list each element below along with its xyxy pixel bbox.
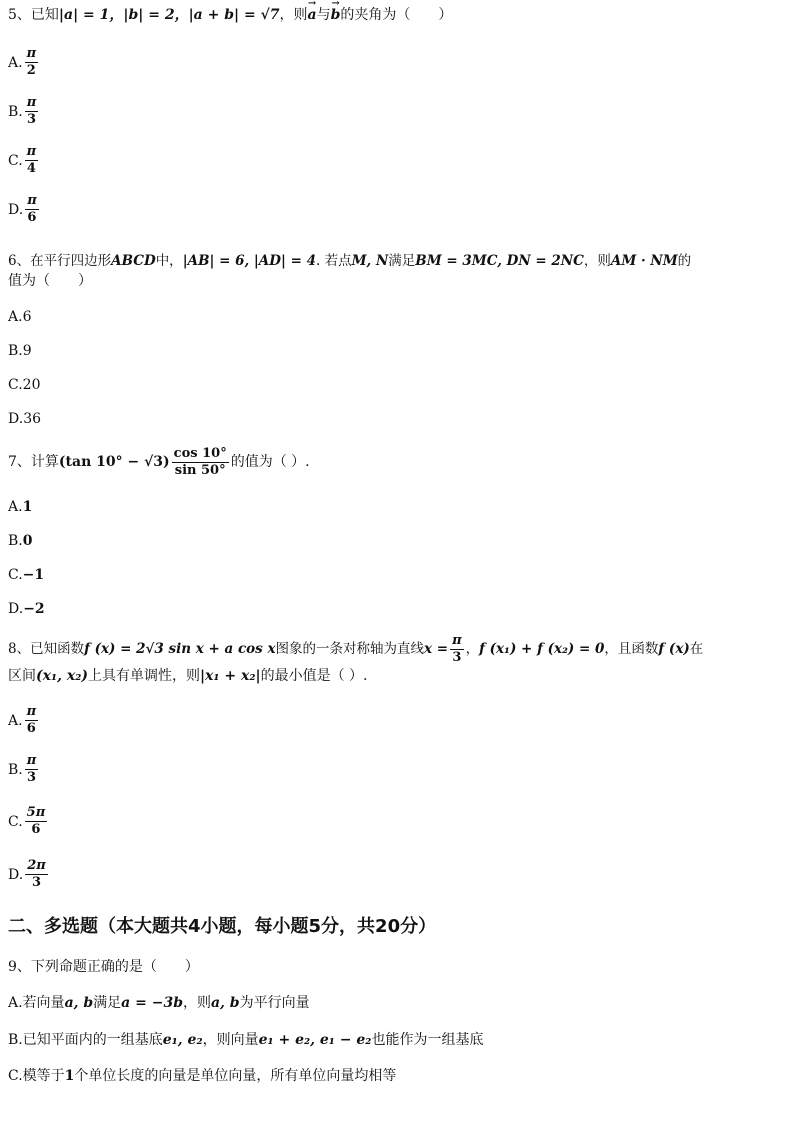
q6-stem-line2: 值为（ ） — [8, 273, 92, 289]
q8-option-d[interactable] — [8, 858, 50, 891]
fraction — [25, 858, 48, 891]
q9-b-text-b: ，则向量 — [202, 1032, 259, 1048]
q5-stem — [8, 6, 452, 24]
q8-math-function: f (x) = 2√3 sin x + a cos x — [84, 641, 276, 657]
denominator: 6 — [31, 822, 41, 837]
numerator: 5π — [26, 805, 46, 820]
option-label: B. — [8, 343, 23, 359]
option-label: C. — [8, 377, 23, 393]
section-title-multiple-choice: 二、多选题（本大题共4小题，每小题5分，共20分） — [8, 916, 437, 937]
q5-option-b[interactable] — [8, 95, 40, 128]
option-value: 6 — [22, 309, 32, 325]
q5-stem-text-d: 的夹角为（ ） — [340, 7, 453, 23]
q8-option-a[interactable] — [8, 704, 40, 737]
fraction — [25, 805, 48, 838]
option-label: C. — [8, 813, 23, 830]
option-value: 1 — [22, 499, 33, 515]
q6-text-a: 6、在平行四边形 — [8, 253, 112, 269]
numerator: π — [452, 633, 462, 648]
denominator: 6 — [26, 721, 36, 736]
fraction — [450, 633, 464, 666]
denominator: 3 — [26, 112, 37, 127]
q6-stem-line1 — [8, 252, 691, 270]
option-label: C. — [8, 567, 23, 583]
q5-stem-text-b: ，则 — [279, 7, 308, 23]
q6-math-magnitudes: |AB| = 6, |AD| = 4 — [182, 253, 317, 269]
denominator: 6 — [27, 210, 37, 225]
q9-b-math-combination: e₁ + e₂, e₁ − e₂ — [258, 1032, 372, 1048]
q8-math-abs-sum: |x₁ + x₂| — [199, 668, 261, 684]
option-label: A. — [8, 499, 23, 515]
option-label: D. — [8, 201, 24, 218]
fraction — [25, 46, 39, 79]
q5-stem-text-a: 5、已知 — [8, 7, 59, 23]
fraction — [25, 753, 39, 786]
q5-stem-text-c: 与 — [316, 7, 331, 23]
numerator: cos 10° — [173, 445, 227, 461]
q9-a-math-relation: a = −3b — [121, 995, 183, 1011]
denominator: sin 50° — [174, 462, 226, 478]
q5-option-c[interactable] — [8, 144, 40, 177]
q9-a-text-d: 为平行向量 — [239, 995, 310, 1011]
q7-option-b[interactable] — [8, 532, 33, 550]
q9-a-text-c: ，则 — [182, 995, 211, 1011]
q8-option-c[interactable] — [8, 805, 49, 838]
numerator: 2π — [27, 858, 46, 873]
numerator: π — [26, 46, 37, 61]
q7-math-expr: (tan 10° − √3) — [58, 454, 170, 470]
q6-text-e: ，则 — [583, 253, 611, 269]
q8-option-b[interactable] — [8, 753, 40, 786]
q7-option-a[interactable] — [8, 498, 32, 516]
q9-a-math-vectors: a, b — [64, 995, 94, 1011]
denominator: 3 — [26, 770, 37, 785]
numerator: π — [26, 704, 37, 719]
numerator: π — [27, 193, 37, 208]
option-label: A. — [8, 54, 23, 71]
option-value: 20 — [22, 377, 41, 393]
q6-text-f: 的 — [677, 253, 692, 269]
q9-b-math-basis: e₁, e₂ — [162, 1032, 203, 1048]
q6-math-mn: M, N — [351, 253, 389, 269]
option-label: B. — [8, 103, 23, 120]
q7-option-c[interactable] — [8, 566, 44, 584]
q5-math-magnitudes: |a| = 1，|b| = 2，|a + b| = √7 — [58, 7, 280, 23]
denominator: 2 — [26, 63, 36, 78]
q8-text-f: 区间 — [8, 668, 36, 684]
fraction — [25, 193, 39, 226]
q9-option-c[interactable] — [8, 1067, 396, 1085]
denominator: 3 — [31, 875, 41, 890]
q9-b-text-a: B.已知平面内的一组基底 — [8, 1032, 163, 1048]
fraction — [25, 144, 39, 177]
q8-text-c: ， — [465, 641, 480, 657]
q9-stem: 9、下列命题正确的是（ ） — [8, 959, 199, 975]
q8-math-x-equals: x = — [424, 641, 449, 657]
q9-option-b[interactable] — [8, 1031, 483, 1049]
denominator: 3 — [452, 650, 462, 665]
q7-option-d[interactable] — [8, 600, 45, 618]
q5-vector-b: → b — [331, 6, 341, 24]
q9-a-text-a: A.若向量 — [8, 995, 65, 1011]
q8-stem-line2 — [8, 667, 367, 685]
q9-option-a[interactable] — [8, 994, 310, 1012]
q6-option-d[interactable] — [8, 410, 41, 428]
q6-math-dot-product: AM · NM — [610, 253, 678, 269]
option-label: D. — [8, 411, 24, 427]
q8-text-g: 上具有单调性，则 — [87, 668, 200, 684]
q8-math-interval: (x₁, x₂) — [36, 668, 88, 684]
option-label: A. — [8, 309, 23, 325]
denominator: 4 — [26, 161, 36, 176]
numerator: π — [26, 144, 37, 159]
q6-option-b[interactable] — [8, 342, 32, 360]
option-value: 0 — [22, 533, 33, 549]
q6-text-b: 中， — [155, 253, 183, 269]
q8-text-d: ，且函数 — [604, 641, 659, 657]
q6-option-c[interactable] — [8, 376, 41, 394]
q8-stem-line1 — [8, 632, 703, 666]
option-label: B. — [8, 533, 23, 549]
q6-math-conditions: BM = 3MC, DN = 2NC — [415, 253, 584, 269]
q8-math-fx: f (x) — [658, 641, 690, 657]
q9-c-text-b: 个单位长度的向量是单位向量，所有单位向量均相等 — [74, 1068, 397, 1084]
q5-vector-a: → a — [308, 6, 317, 24]
q6-math-abcd: ABCD — [111, 253, 156, 269]
q8-text-e: 在 — [689, 641, 704, 657]
q7-text-b: 的值为（ ）. — [230, 454, 310, 470]
q9-a-text-b: 满足 — [93, 995, 122, 1011]
q8-text-b: 图象的一条对称轴为直线 — [275, 641, 425, 657]
q9-c-math-one: 1 — [64, 1068, 75, 1084]
q7-text-a: 7、计算 — [8, 454, 59, 470]
q8-text-h: 的最小值是（ ）. — [260, 668, 368, 684]
numerator: π — [26, 753, 37, 768]
fraction — [172, 446, 229, 479]
option-label: B. — [8, 761, 23, 778]
q8-math-sum-zero: f (x₁) + f (x₂) = 0 — [479, 641, 605, 657]
q8-text-a: 8、已知函数 — [8, 641, 85, 657]
option-label: A. — [8, 712, 23, 729]
q5-option-d[interactable] — [8, 193, 41, 226]
q9-a-math-vectors-2: a, b — [210, 995, 240, 1011]
q9-c-text-a: C.模等于 — [8, 1068, 65, 1084]
q6-text-d: 满足 — [388, 253, 416, 269]
option-value: −1 — [22, 567, 45, 583]
option-label: C. — [8, 152, 23, 169]
numerator: π — [26, 95, 37, 110]
option-value: 36 — [23, 411, 42, 427]
q7-stem — [8, 445, 310, 479]
fraction — [25, 95, 39, 128]
option-label: D. — [8, 866, 24, 883]
q6-text-c: . 若点 — [316, 253, 352, 269]
q9-b-text-c: 也能作为一组基底 — [371, 1032, 484, 1048]
fraction — [25, 704, 39, 737]
q6-option-a[interactable] — [8, 308, 31, 326]
option-value: −2 — [23, 601, 45, 617]
option-value: 9 — [22, 343, 32, 359]
option-label: D. — [8, 601, 24, 617]
q5-option-a[interactable] — [8, 46, 40, 79]
